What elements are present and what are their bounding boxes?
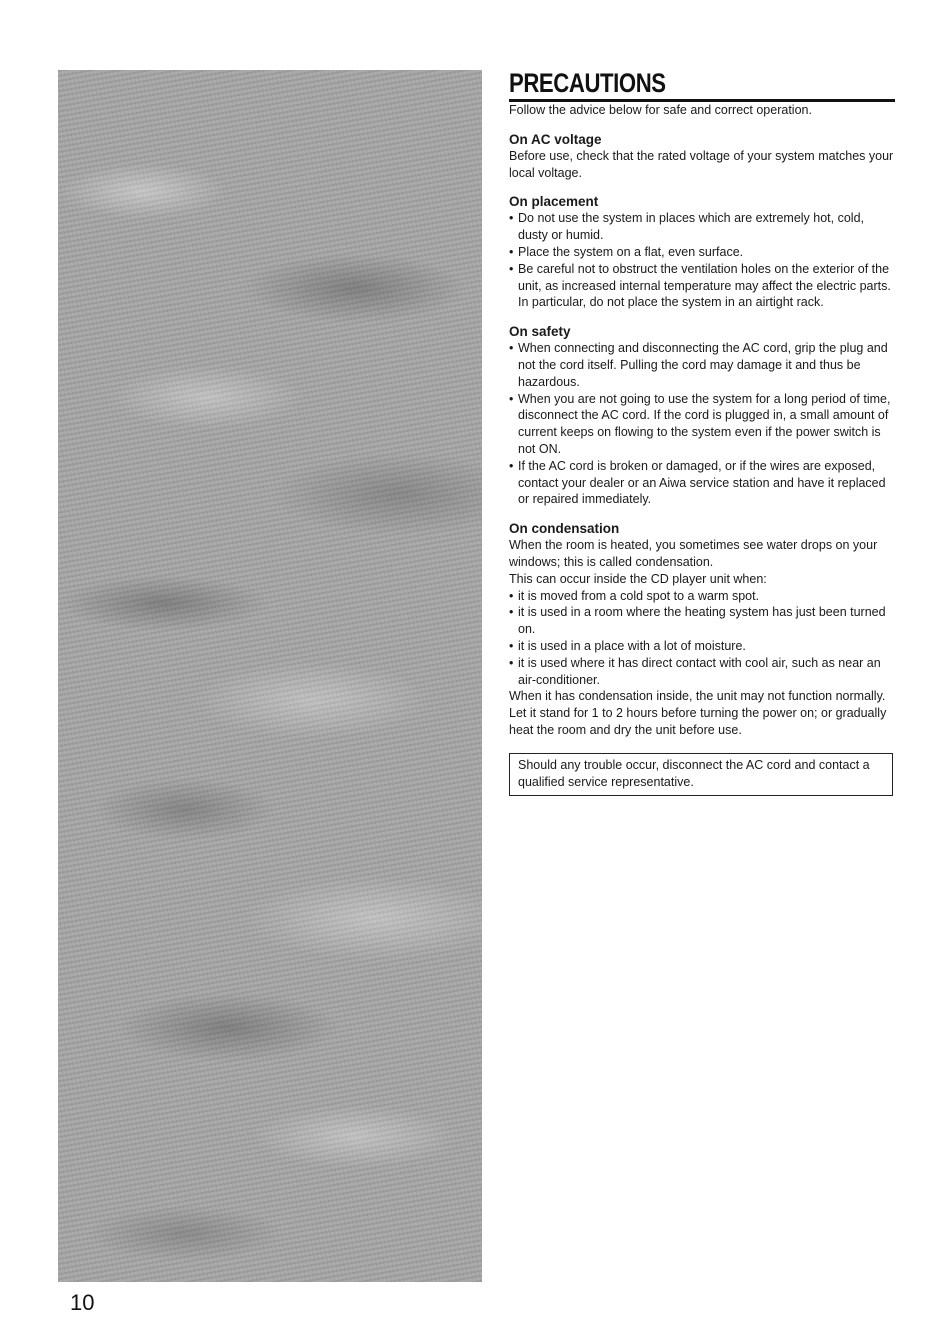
list-item: • When connecting and disconnecting the AC cord, grip the plug and not the cord itself. Pulling the cord may damage it and thus be hazardous.: [509, 340, 895, 390]
placement-list: [509, 210, 895, 311]
section-heading: On AC voltage: [509, 131, 602, 147]
list-item: • If the AC cord is broken or damaged, or if the wires are exposed, contact your dealer or an Aiwa service station and have it replaced or repaired immediately.: [509, 458, 895, 508]
section-text: Before use, check that the rated voltage of your system matches your local voltage.: [509, 148, 894, 180]
list-item: • Place the system on a flat, even surface.: [509, 244, 895, 261]
list-item: • it is moved from a cold spot to a warm spot.: [509, 588, 895, 605]
list-item: • it is used in a room where the heating system has just been turned on.: [509, 604, 895, 638]
section-heading: On placement: [509, 194, 599, 210]
section-heading: On safety: [509, 324, 571, 340]
list-item: • Be careful not to obstruct the ventilation holes on the exterior of the unit, as increased internal temperature may affect the electric parts. In particular, do not place the system in an airtight rack.: [509, 261, 895, 311]
section-placement: [509, 193, 895, 311]
page-number: 10: [70, 1290, 95, 1315]
list-item: • When you are not going to use the system for a long period of time, disconnect the AC cord. If the cord is plugged in, a small amount of current keeps on flowing to the system even if the power switch is not ON.: [509, 391, 895, 458]
list-item: • it is used where it has direct contact with cool air, such as near an air-conditioner.: [509, 655, 895, 689]
list-item: • it is used in a place with a lot of moisture.: [509, 638, 895, 655]
section-heading: On condensation: [509, 521, 620, 537]
section-ac-voltage: [509, 131, 895, 182]
precautions-column: [509, 68, 895, 796]
section-text: This can occur inside the CD player unit when:: [509, 571, 767, 586]
decorative-texture-image: [58, 70, 482, 1282]
safety-list: [509, 340, 895, 508]
page-title: PRECAUTIONS: [509, 68, 666, 98]
section-safety: [509, 323, 895, 508]
section-text: When the room is heated, you sometimes see water drops on your windows; this is called condensation.: [509, 538, 878, 569]
intro-text: Follow the advice below for safe and correct operation.: [509, 103, 812, 117]
notice-box: Should any trouble occur, disconnect the AC cord and contact a qualified service representative.: [509, 753, 893, 797]
condensation-list: [509, 588, 895, 689]
section-condensation: [509, 520, 895, 739]
list-item: • Do not use the system in places which are extremely hot, cold, dusty or humid.: [509, 210, 895, 244]
section-text: When it has condensation inside, the unit may not function normally. Let it stand for 1 to 2 hours before turning the power on; or gradually heat the room and dry the unit before use.: [509, 689, 887, 737]
